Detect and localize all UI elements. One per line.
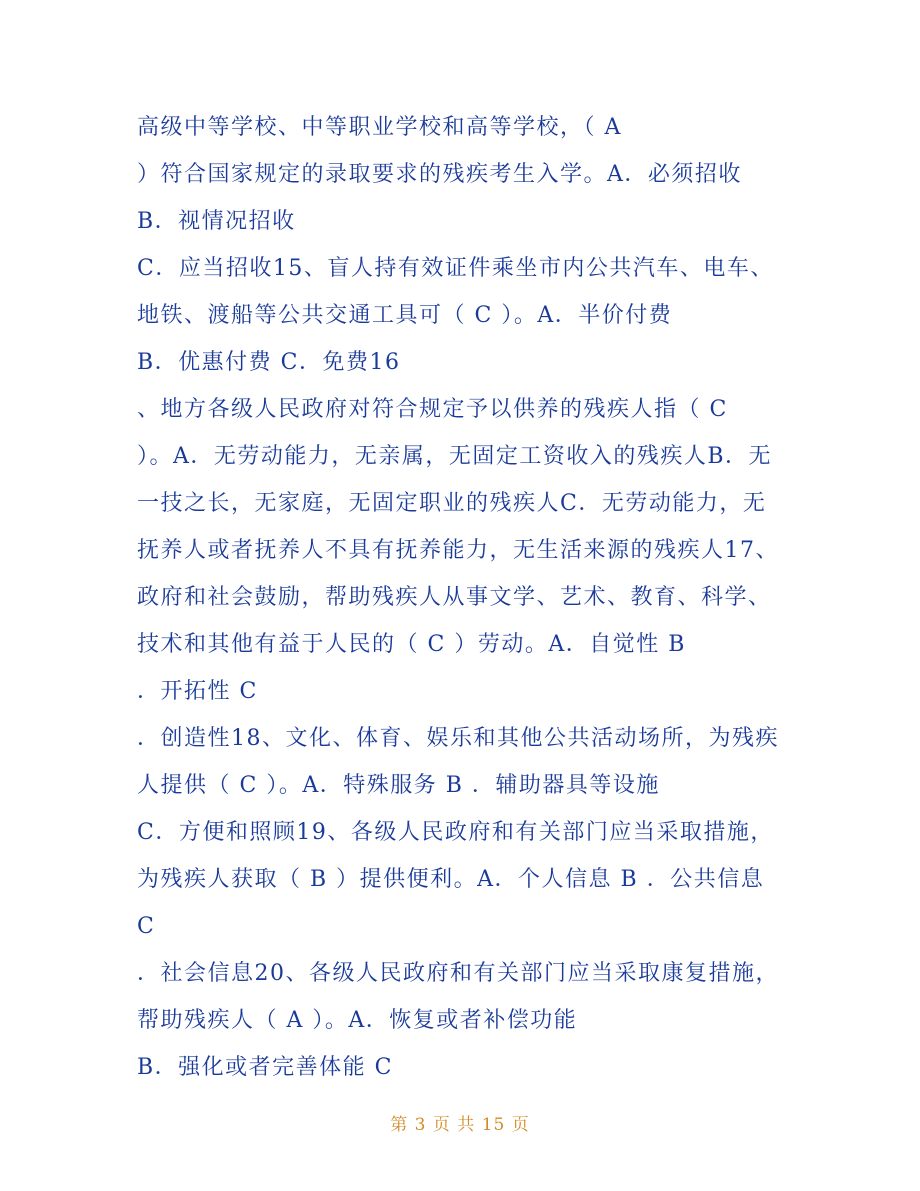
text-line: B．视情况招收 [137,209,296,234]
text-line: 人提供（ C ）。A．特殊服务 B ．辅助器具等设施 [137,773,660,798]
text-line: 、地方各级人民政府对符合规定予以供养的残疾人指（ C [137,397,728,422]
text-line: ．开拓性 C [137,679,258,704]
text-line: 地铁、渡船等公共交通工具可（ C ）。A．半价付费 [137,303,673,328]
text-line: 政府和社会鼓励，帮助残疾人从事文学、艺术、教育、科学、 [137,585,772,610]
text-line: B．优惠付费 C．免费16 [137,350,401,375]
text-line: 高级中等学校、中等职业学校和高等学校，（ A [137,115,622,140]
text-line: 一技之长，无家庭，无固定职业的残疾人C．无劳动能力，无 [137,491,767,516]
document-body [137,104,797,1091]
text-line: ．社会信息20、各级人民政府和有关部门应当采取康复措施， [137,961,779,986]
text-line: B．强化或者完善体能 C [137,1055,393,1080]
text-line: 技术和其他有益于人民的（ C ）劳动。A．自觉性 B [137,632,686,657]
text-line: 为残疾人获取（ B ）提供便利。A．个人信息 B ．公共信息 [137,867,765,892]
text-line: C．应当招收15、盲人持有效证件乘坐市内公共汽车、电车、 [137,256,774,281]
page-number-footer: 第 3 页 共 15 页 [390,1115,530,1135]
text-line: 抚养人或者抚养人不具有抚养能力，无生活来源的残疾人17、 [137,538,779,563]
text-line: ）符合国家规定的录取要求的残疾考生入学。A．必须招收 [137,162,742,187]
text-line: 帮助残疾人（ A ）。A．恢复或者补偿功能 [137,1008,578,1033]
text-line: C．方便和照顾19、各级人民政府和有关部门应当采取措施， [137,820,774,845]
text-line: C [137,914,156,939]
text-line: ）。A．无劳动能力，无亲属，无固定工资收入的残疾人B．无 [137,444,773,469]
text-line: ．创造性18、文化、体育、娱乐和其他公共活动场所，为残疾 [137,726,779,751]
